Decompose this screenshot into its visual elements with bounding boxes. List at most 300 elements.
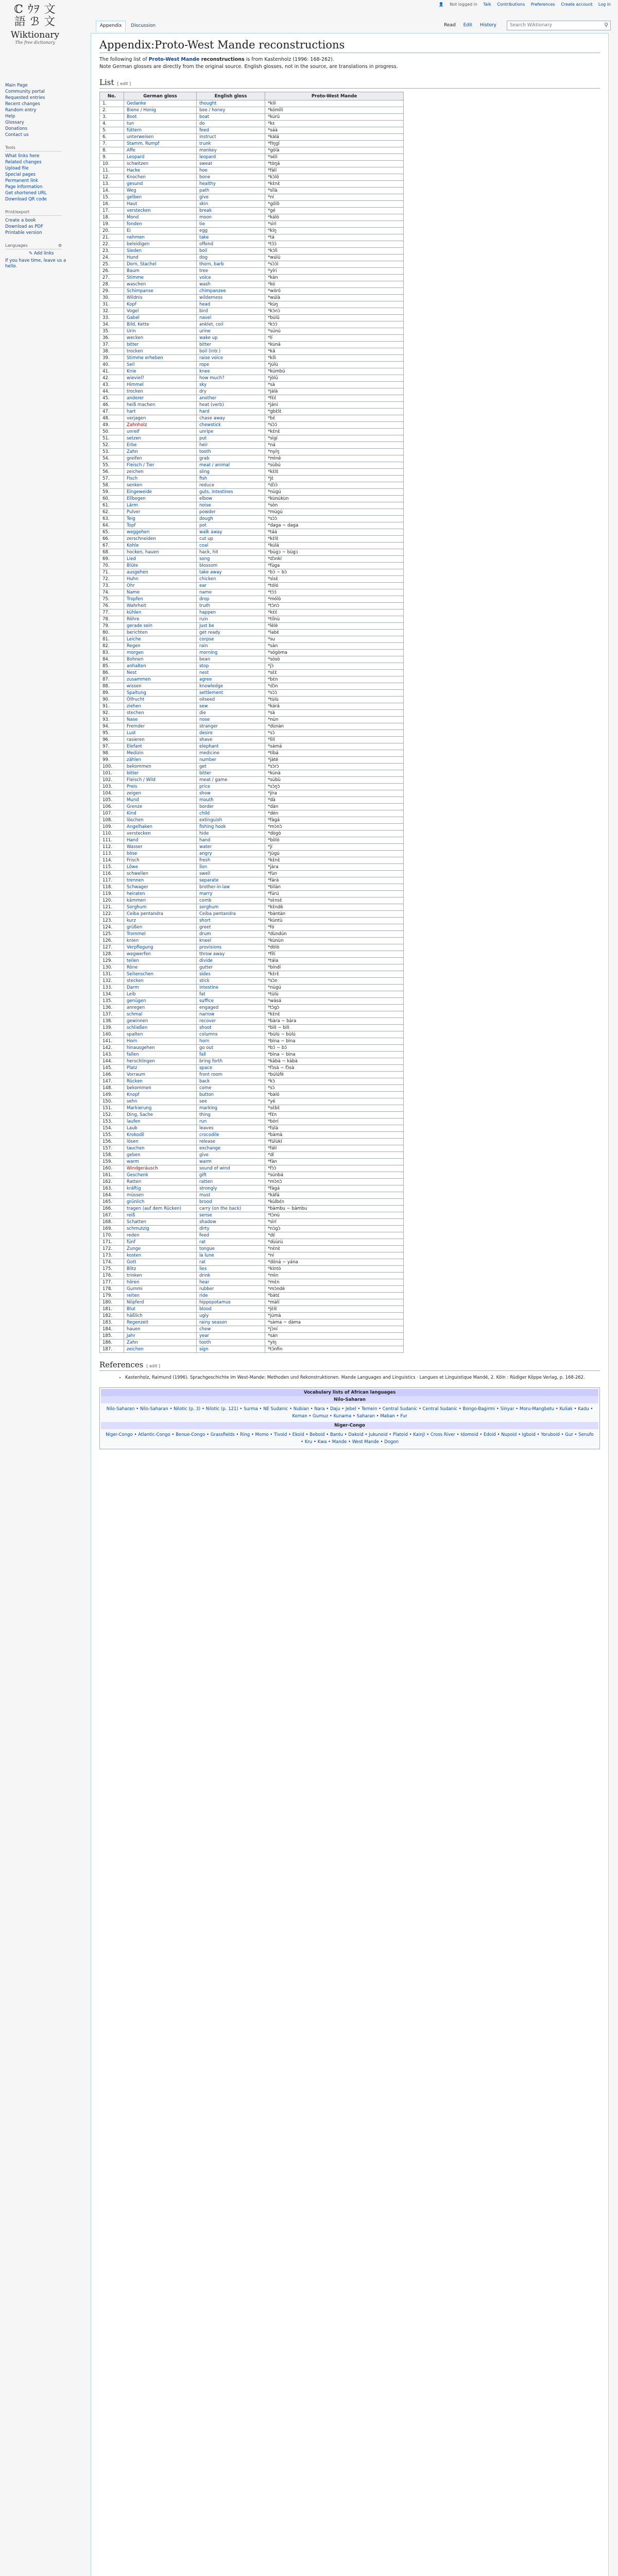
english-gloss[interactable]: medicine [197,750,265,757]
german-gloss[interactable]: Mond [124,214,197,221]
english-gloss[interactable]: egg [197,228,265,234]
tab-appendix[interactable]: Appendix [96,21,126,31]
german-gloss[interactable]: Name [124,589,197,596]
german-gloss[interactable]: Elefant [124,743,197,750]
german-gloss[interactable]: Ding, Sache [124,1112,197,1118]
sidebar-item-requested-entries[interactable]: Requested entries [5,95,45,100]
english-gloss[interactable]: chimpanzee [197,288,265,295]
german-gloss[interactable]: Affe [124,147,197,154]
english-gloss[interactable]: take away [197,569,265,576]
english-gloss[interactable]: elephant [197,743,265,750]
german-gloss[interactable]: gerade sein [124,623,197,630]
english-gloss[interactable]: blossom [197,563,265,569]
german-gloss[interactable]: Wasser [124,844,197,851]
english-gloss[interactable]: elbow [197,496,265,502]
german-gloss[interactable]: Knie [124,368,197,375]
german-gloss[interactable]: Topf [124,522,197,529]
german-gloss[interactable]: Fremder [124,723,197,730]
tab-history[interactable]: History [479,23,496,28]
german-gloss[interactable]: Schwager [124,884,197,891]
german-gloss[interactable]: Medizin [124,750,197,757]
english-gloss[interactable]: song [197,556,265,563]
german-gloss[interactable]: hart [124,409,197,415]
english-gloss[interactable]: break [197,208,265,214]
german-gloss[interactable]: Vogel [124,308,197,315]
german-gloss[interactable]: Ceiba pentandra [124,911,197,918]
german-gloss[interactable]: gesund [124,181,197,188]
english-gloss[interactable]: dirty [197,1226,265,1232]
german-gloss[interactable]: Urin [124,328,197,335]
german-gloss[interactable]: wecken [124,335,197,342]
german-gloss[interactable]: Stimme erheben [124,355,197,362]
german-gloss[interactable]: waschen [124,281,197,288]
gear-icon[interactable]: ⚙ [58,243,62,248]
english-gloss[interactable]: another [197,395,265,402]
english-gloss[interactable]: carry (on the back) [197,1206,265,1212]
german-gloss[interactable]: Schimpanse [124,288,197,295]
german-gloss[interactable]: morgen [124,650,197,656]
german-gloss[interactable]: Kohle [124,543,197,549]
english-gloss[interactable]: truth [197,603,265,609]
german-gloss[interactable]: Ohr [124,583,197,589]
german-gloss[interactable]: Regenzeit [124,1319,197,1326]
english-gloss[interactable]: knowledge [197,683,265,690]
english-gloss[interactable]: oilseed [197,697,265,703]
english-gloss[interactable]: boil [197,248,265,255]
german-gloss[interactable]: Geschenk [124,1172,197,1179]
english-gloss[interactable]: suffice [197,998,265,1005]
tab-discussion[interactable]: Discussion [131,23,156,28]
english-gloss[interactable]: rubber [197,1286,265,1293]
german-gloss[interactable]: Ellbogen [124,496,197,502]
german-gloss[interactable]: ziehen [124,703,197,710]
english-gloss[interactable]: hard [197,409,265,415]
german-gloss[interactable]: bitter [124,342,197,348]
german-gloss[interactable]: hören [124,1279,197,1286]
english-gloss[interactable]: stop [197,663,265,670]
english-gloss[interactable]: powder [197,509,265,516]
english-gloss[interactable]: tooth [197,1340,265,1346]
sidebar-item-help[interactable]: Help [5,114,15,119]
sidebar-item-permanent-link[interactable]: Permanent link [5,178,38,183]
german-gloss[interactable]: gewinnen [124,1018,197,1025]
english-gloss[interactable]: release [197,1139,265,1145]
english-gloss[interactable]: happen [197,609,265,616]
create-account-link[interactable]: Create account [561,2,593,7]
german-gloss[interactable]: Lied [124,556,197,563]
english-gloss[interactable]: child [197,810,265,817]
german-gloss[interactable]: anderer [124,395,197,402]
german-gloss[interactable]: Hund [124,255,197,261]
english-gloss[interactable]: short [197,918,265,924]
english-gloss[interactable]: meat / animal [197,462,265,469]
english-gloss[interactable]: ugly [197,1313,265,1319]
col-header-proto[interactable]: Proto-West Mande [265,92,404,100]
german-gloss[interactable]: füttern [124,127,197,134]
german-gloss[interactable]: Wahrheit [124,603,197,609]
german-gloss[interactable]: Sorghum [124,904,197,911]
german-gloss[interactable]: Verpflegung [124,944,197,951]
german-gloss[interactable]: Röhre [124,616,197,623]
german-gloss[interactable]: Seil [124,362,197,368]
german-gloss[interactable]: verjagen [124,415,197,422]
talk-link[interactable]: Talk [483,2,491,7]
german-gloss[interactable]: Markierung [124,1105,197,1112]
english-gloss[interactable]: bone [197,174,265,181]
german-gloss[interactable]: Horn [124,1038,197,1045]
english-gloss[interactable]: hippopotamus [197,1299,265,1306]
english-gloss[interactable]: tongue [197,1246,265,1252]
english-gloss[interactable]: shave [197,737,265,743]
german-gloss[interactable]: Tropfen [124,596,197,603]
german-gloss[interactable]: Krokodil [124,1132,197,1139]
german-gloss[interactable]: zählen [124,757,197,764]
german-gloss[interactable]: setzen [124,435,197,442]
german-gloss[interactable]: bekommen [124,1085,197,1092]
english-gloss[interactable]: chicken [197,576,265,583]
english-gloss[interactable]: drop [197,596,265,603]
english-gloss[interactable]: wilderness [197,295,265,301]
english-gloss[interactable]: rain [197,643,265,650]
add-links-link[interactable]: ✎ Add links [29,251,54,256]
german-gloss[interactable]: Erbe [124,442,197,449]
german-gloss[interactable]: trinken [124,1273,197,1279]
sidebar-item-related-changes[interactable]: Related changes [5,160,42,165]
english-gloss[interactable]: crocodile [197,1132,265,1139]
german-gloss[interactable]: senken [124,482,197,489]
german-gloss[interactable]: Bild, Kette [124,321,197,328]
german-gloss[interactable]: Fleisch / Wild [124,777,197,784]
english-gloss[interactable]: feed [197,1232,265,1239]
english-gloss[interactable]: recover [197,1018,265,1025]
english-gloss[interactable]: grab [197,455,265,462]
german-gloss[interactable]: wieviel? [124,375,197,382]
german-gloss[interactable]: verstecken [124,208,197,214]
german-gloss[interactable]: kräftig [124,1185,197,1192]
english-gloss[interactable]: take [197,234,265,241]
references-edit-link[interactable]: [ edit ] [146,1364,160,1368]
german-gloss[interactable]: schwitzen [124,161,197,167]
english-gloss[interactable]: navel [197,315,265,321]
english-gloss[interactable]: rainy season [197,1319,265,1326]
german-gloss[interactable]: Löwe [124,864,197,871]
english-gloss[interactable]: gift [197,1172,265,1179]
german-gloss[interactable]: Gummi [124,1286,197,1293]
german-gloss[interactable]: sehn [124,1098,197,1105]
german-gloss[interactable]: reiten [124,1293,197,1299]
german-gloss[interactable]: Haut [124,201,197,208]
german-gloss[interactable]: kühlen [124,609,197,616]
german-gloss[interactable]: Frisch [124,857,197,864]
german-gloss[interactable]: Regen [124,643,197,650]
german-gloss[interactable]: Bohnen [124,656,197,663]
german-gloss[interactable]: Zunge [124,1246,197,1252]
german-gloss[interactable]: Darm [124,985,197,991]
english-gloss[interactable]: fat [197,991,265,998]
german-gloss[interactable]: Stimme [124,275,197,281]
german-gloss[interactable]: zeigen [124,790,197,797]
sidebar-item-shortened-url[interactable]: Get shortened URL [5,191,47,196]
german-gloss[interactable]: Biene / Honig [124,107,197,114]
german-gloss[interactable]: grünlich [124,1199,197,1206]
german-gloss[interactable]: fünf [124,1239,197,1246]
german-gloss[interactable]: hinausgehen [124,1045,197,1052]
german-gloss[interactable]: Knochen [124,174,197,181]
english-gloss[interactable]: drink [197,1273,265,1279]
english-gloss[interactable]: comb [197,897,265,904]
english-gloss[interactable]: brood [197,1199,265,1206]
german-gloss[interactable]: Blitz [124,1266,197,1273]
english-gloss[interactable]: narrow [197,1011,265,1018]
german-gloss[interactable]: Pulver [124,509,197,516]
english-gloss[interactable]: put [197,435,265,442]
english-gloss[interactable]: do [197,121,265,127]
english-gloss[interactable]: tie [197,221,265,228]
english-gloss[interactable]: thought [197,100,265,107]
preferences-link[interactable]: Preferences [530,2,555,7]
german-gloss[interactable]: Baum [124,268,197,275]
english-gloss[interactable]: moon [197,214,265,221]
english-gloss[interactable]: fall [197,1052,265,1058]
german-gloss[interactable]: anhalten [124,663,197,670]
german-gloss[interactable]: schließen [124,1025,197,1031]
german-gloss[interactable]: unreif [124,429,197,435]
german-gloss[interactable]: warm [124,1159,197,1165]
log-in-link[interactable]: Log in [598,2,611,7]
german-gloss[interactable]: Platz [124,1065,197,1072]
german-gloss[interactable]: Sieden [124,248,197,255]
german-gloss[interactable]: tauchen [124,1145,197,1152]
german-gloss[interactable]: Stamm, Rumpf [124,141,197,147]
german-gloss[interactable]: Spaltung [124,690,197,697]
english-gloss[interactable]: nose [197,717,265,723]
english-gloss[interactable]: button [197,1092,265,1098]
german-gloss[interactable]: berichten [124,630,197,636]
english-gloss[interactable]: bird [197,308,265,315]
english-gloss[interactable]: dough [197,516,265,522]
german-gloss[interactable]: Dorn, Stachel [124,261,197,268]
german-gloss[interactable]: häßlich [124,1313,197,1319]
german-gloss[interactable]: geben [124,1152,197,1159]
english-gloss[interactable]: bitter [197,770,265,777]
english-gloss[interactable]: engaged [197,1005,265,1011]
english-gloss[interactable]: desire [197,730,265,737]
sidebar-item-recent-changes[interactable]: Recent changes [5,101,40,107]
german-gloss[interactable]: Röne [124,964,197,971]
english-gloss[interactable]: fishing hook [197,824,265,831]
german-gloss[interactable]: Wildnis [124,295,197,301]
german-gloss[interactable]: Huhn [124,576,197,583]
english-gloss[interactable]: fresh [197,857,265,864]
german-gloss[interactable]: Knopf [124,1092,197,1098]
col-header-no[interactable]: No. [100,92,124,100]
english-gloss[interactable]: hide [197,831,265,837]
german-gloss[interactable]: reden [124,1232,197,1239]
english-gloss[interactable]: show [197,790,265,797]
english-gloss[interactable]: hear [197,1279,265,1286]
english-gloss[interactable]: give [197,1152,265,1159]
english-gloss[interactable]: monkey [197,147,265,154]
english-gloss[interactable]: wash [197,281,265,288]
navbox-body-nilo-saharan[interactable]: Nilo-Saharan • Nilo-Saharan • Nilotic (p. 3) • Nilotic (p. 121) • Surma • NE Sudanic • Nubian • Nara • Daju • Jebel • Temein • Central Sudanic • Central Sudanic • Bongo-Bagirmi • Sinyar • Moru-Mangbetu • Kuliak • Kadu • Koman • Gumuz • Kunama • Saharan • Maban • Fur [101,1403,598,1422]
english-gloss[interactable]: boil (intr.) [197,348,265,355]
sidebar-item-download-pdf[interactable]: Download as PDF [5,224,43,229]
english-gloss[interactable]: hack, hit [197,549,265,556]
sidebar-item-special-pages[interactable]: Special pages [5,172,36,177]
english-gloss[interactable]: lion [197,864,265,871]
english-gloss[interactable]: unripe [197,429,265,435]
english-gloss[interactable]: bean [197,656,265,663]
english-gloss[interactable]: rat [197,1239,265,1246]
german-gloss[interactable]: stechen [124,710,197,717]
english-gloss[interactable]: exchange [197,1145,265,1152]
english-gloss[interactable]: drum [197,931,265,938]
german-gloss[interactable]: Leopard [124,154,197,161]
english-gloss[interactable]: instruct [197,134,265,141]
col-header-german[interactable]: German gloss [124,92,197,100]
english-gloss[interactable]: bring forth [197,1058,265,1065]
english-gloss[interactable]: mouth [197,797,265,804]
english-gloss[interactable]: stranger [197,723,265,730]
english-gloss[interactable]: greet [197,924,265,931]
english-gloss[interactable]: border [197,804,265,810]
english-gloss[interactable]: number [197,757,265,764]
english-gloss[interactable]: water [197,844,265,851]
english-gloss[interactable]: thorn, barb [197,261,265,268]
english-gloss[interactable]: fish [197,476,265,482]
german-gloss[interactable]: Gedanke [124,100,197,107]
english-gloss[interactable]: meat / game [197,777,265,784]
english-gloss[interactable]: back [197,1078,265,1085]
german-gloss[interactable]: tun [124,121,197,127]
english-gloss[interactable]: sky [197,382,265,388]
english-gloss[interactable]: intestine [197,985,265,991]
english-gloss[interactable]: path [197,188,265,194]
english-gloss[interactable]: reduce [197,482,265,489]
english-gloss[interactable]: stick [197,978,265,985]
english-gloss[interactable]: agree [197,676,265,683]
german-gloss[interactable]: grüßen [124,924,197,931]
german-gloss[interactable]: müssen [124,1192,197,1199]
german-gloss[interactable]: heiraten [124,891,197,897]
english-gloss[interactable]: provisions [197,944,265,951]
german-gloss[interactable]: beleidigen [124,241,197,248]
english-gloss[interactable]: noise [197,502,265,509]
german-gloss[interactable]: Blüte [124,563,197,569]
english-gloss[interactable]: ruin [197,616,265,623]
english-gloss[interactable]: sound of wind [197,1165,265,1172]
sidebar-item-printable-version[interactable]: Printable version [5,230,42,235]
german-gloss[interactable]: trocken [124,388,197,395]
english-gloss[interactable]: corpse [197,636,265,643]
english-gloss[interactable]: chewstick [197,422,265,429]
english-gloss[interactable]: morning [197,650,265,656]
sidebar-item-main-page[interactable]: Main Page [5,83,28,88]
german-gloss[interactable]: Mund [124,797,197,804]
german-gloss[interactable]: hauen [124,1326,197,1333]
german-gloss[interactable]: weggehen [124,529,197,536]
german-gloss[interactable]: Zahn [124,449,197,455]
english-gloss[interactable]: year [197,1333,265,1340]
languages-note[interactable]: If you have time, leave us a hello. [5,258,66,269]
english-gloss[interactable]: sorghum [197,904,265,911]
german-gloss[interactable]: Hand [124,837,197,844]
english-gloss[interactable]: brother-in-law [197,884,265,891]
english-gloss[interactable]: separate [197,877,265,884]
english-gloss[interactable]: Ceiba pentandra [197,911,265,918]
col-header-english[interactable]: English gloss [197,92,265,100]
german-gloss[interactable]: fonden [124,221,197,228]
sidebar-item-page-information[interactable]: Page information [5,184,43,190]
english-gloss[interactable]: hand [197,837,265,844]
english-gloss[interactable]: strongly [197,1185,265,1192]
navbox-body-niger-congo[interactable]: Niger-Congo • Atlantic-Congo • Benue-Congo • Grassfields • Ring • Momo • Tivoid • Ekoid • Beboid • Bantu • Dakoid • Jukunoid • Platoid • Kainji • Cross River • Idomoid • Edoid • Nupoid • Igboid • Yoruboid • Gur • Senufo • Kru • Kwa • Mande • West Mande • Dogon [101,1429,598,1448]
english-gloss[interactable]: throw away [197,951,265,958]
english-gloss[interactable]: sides [197,971,265,978]
german-gloss[interactable]: herschlingen [124,1058,197,1065]
german-gloss[interactable]: laufen [124,1118,197,1125]
german-gloss[interactable]: Schatten [124,1219,197,1226]
german-gloss[interactable]: zeichen [124,469,197,476]
german-gloss[interactable]: Ölfrucht [124,697,197,703]
german-gloss[interactable]: kurz [124,918,197,924]
german-gloss[interactable]: teilen [124,958,197,964]
english-gloss[interactable]: extinguish [197,817,265,824]
english-gloss[interactable]: divide [197,958,265,964]
english-gloss[interactable]: just be [197,623,265,630]
german-gloss[interactable]: trennen [124,877,197,884]
english-gloss[interactable]: blood [197,1306,265,1313]
english-gloss[interactable]: lies [197,1266,265,1273]
german-gloss[interactable]: Hacke [124,167,197,174]
german-gloss[interactable]: Leiche [124,636,197,643]
german-gloss[interactable]: anregen [124,1005,197,1011]
sidebar-item-create-book[interactable]: Create a book [5,218,36,223]
german-gloss[interactable]: Preis [124,784,197,790]
english-gloss[interactable]: angry [197,851,265,857]
english-gloss[interactable]: leaves [197,1125,265,1132]
sidebar-item-random-entry[interactable]: Random entry [5,108,37,113]
english-gloss[interactable]: nest [197,670,265,676]
german-gloss[interactable]: bekommen [124,764,197,770]
german-gloss[interactable]: trocken [124,348,197,355]
german-gloss[interactable]: Kind [124,810,197,817]
english-gloss[interactable]: come [197,1085,265,1092]
english-gloss[interactable]: see [197,1098,265,1105]
german-gloss[interactable]: Windgeräusch [124,1165,197,1172]
german-gloss[interactable]: fallen [124,1052,197,1058]
english-gloss[interactable]: go out [197,1045,265,1052]
english-gloss[interactable]: give [197,194,265,201]
german-gloss[interactable]: Zahnholz [124,422,197,429]
english-gloss[interactable]: dog [197,255,265,261]
english-gloss[interactable]: feed [197,127,265,134]
tab-read[interactable]: Read [444,23,456,28]
german-gloss[interactable]: verstecken [124,831,197,837]
german-gloss[interactable]: tragen (auf dem Rücken) [124,1206,197,1212]
english-gloss[interactable]: ear [197,583,265,589]
english-gloss[interactable]: leopard [197,154,265,161]
german-gloss[interactable]: kosten [124,1252,197,1259]
english-gloss[interactable]: healthy [197,181,265,188]
english-gloss[interactable]: coal [197,543,265,549]
tab-edit[interactable]: Edit [463,23,473,28]
german-gloss[interactable]: Leib [124,991,197,998]
english-gloss[interactable]: kneel [197,938,265,944]
english-gloss[interactable]: name [197,589,265,596]
english-gloss[interactable]: ratten [197,1179,265,1185]
english-gloss[interactable]: dry [197,388,265,395]
